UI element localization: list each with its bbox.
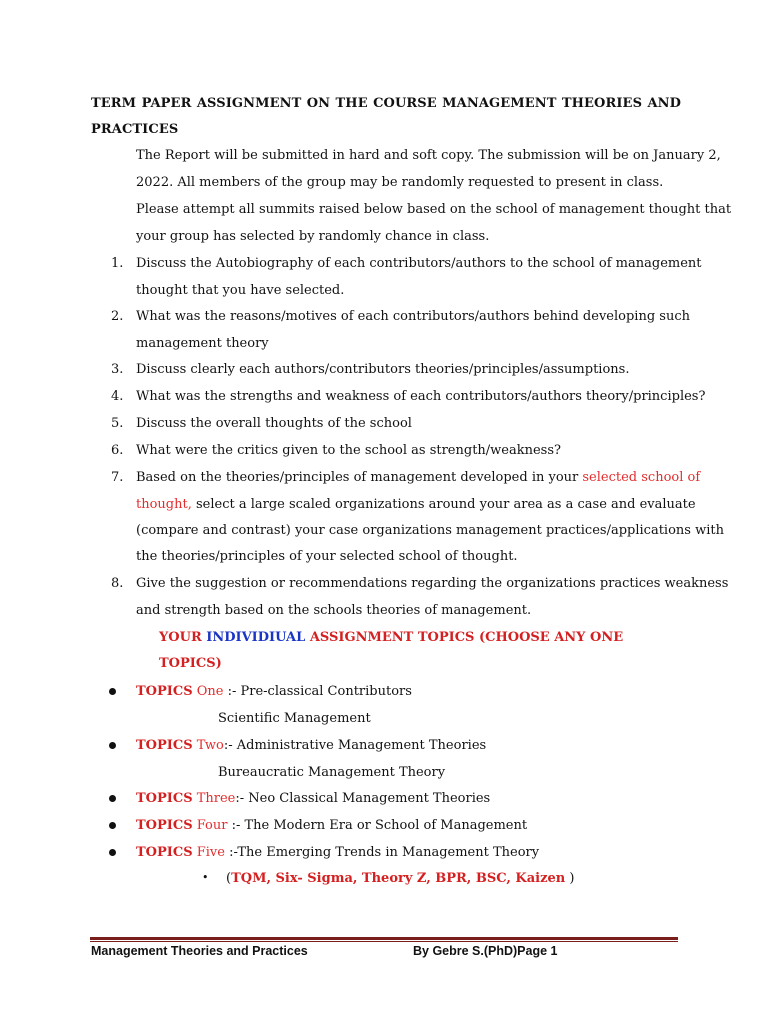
topic-acronyms: TQM, Six- Sigma, Theory Z, BPR, BSC, Kaizen <box>231 871 566 886</box>
sub-bullet-item <box>226 871 574 886</box>
question-line: What was the strengths and weakness of each contributors/authors theory/principles? <box>136 389 706 404</box>
title-line-2: PRACTICES <box>91 122 179 137</box>
heading-text: TOPICS) <box>159 656 222 671</box>
question-line: What were the critics given to the school as strength/weakness? <box>136 443 561 458</box>
question-line <box>136 470 701 485</box>
question-line: and strength based on the schools theories of management. <box>136 603 532 618</box>
topic-number: Five <box>192 845 230 860</box>
list-number: 6. <box>111 443 124 458</box>
question-line: the theories/principles of your selected school of thought. <box>136 549 518 564</box>
heading-text: ASSIGNMENT TOPICS (CHOOSE ANY ONE <box>305 630 624 645</box>
footer-left-text: Management Theories and Practices <box>91 944 308 958</box>
list-number: 3. <box>111 362 124 377</box>
list-number: 8. <box>111 576 124 591</box>
topic-text: :- Pre-classical Contributors <box>227 684 412 699</box>
bullet-icon <box>109 822 116 829</box>
topic-text: :- Administrative Management Theories <box>223 738 487 753</box>
highlighted-text: selected school of <box>582 470 701 485</box>
question-line: Discuss the Autobiography of each contributors/authors to the school of management <box>136 256 702 271</box>
topic-text: :- The Modern Era or School of Management <box>231 818 528 833</box>
topic-label: TOPICS <box>136 845 193 860</box>
bullet-icon <box>109 742 116 749</box>
topic-subitem: Bureaucratic Management Theory <box>218 765 446 780</box>
intro-line: Please attempt all summits raised below based on the school of management thought that <box>136 202 732 217</box>
question-line: Discuss the overall thoughts of the school <box>136 416 412 431</box>
paren-text: ) <box>565 871 575 886</box>
question-text: select a large scaled organizations around your area as a case and evaluate <box>191 497 696 512</box>
topic-number: Three <box>192 791 236 806</box>
question-line: thought that you have selected. <box>136 283 345 298</box>
intro-line: The Report will be submitted in hard and soft copy. The submission will be on January 2, <box>136 148 721 163</box>
question-line: Discuss clearly each authors/contributors theories/principles/assumptions. <box>136 362 630 377</box>
topic-label: TOPICS <box>136 818 193 833</box>
question-text: Based on the theories/principles of management developed in your <box>136 470 583 485</box>
highlighted-text: thought, <box>136 497 192 512</box>
topic-number: Four <box>192 818 232 833</box>
list-number: 4. <box>111 389 124 404</box>
bullet-icon <box>109 688 116 695</box>
list-number: 1. <box>111 256 124 271</box>
footer-divider <box>90 941 678 942</box>
topic-item <box>136 818 527 833</box>
topic-number: One <box>192 684 228 699</box>
footer-divider <box>90 937 678 940</box>
section-heading-line-2 <box>159 656 222 671</box>
question-line <box>136 497 696 512</box>
question-line: (compare and contrast) your case organizations management practices/applications with <box>136 523 724 538</box>
topic-item <box>136 684 412 699</box>
topic-label: TOPICS <box>136 791 193 806</box>
intro-line: 2022. All members of the group may be randomly requested to present in class. <box>136 175 664 190</box>
sub-bullet-icon: • <box>202 871 209 884</box>
topic-label: TOPICS <box>136 738 193 753</box>
topic-label: TOPICS <box>136 684 193 699</box>
list-number: 2. <box>111 309 124 324</box>
heading-emphasis: INDIVIDIUAL <box>206 630 306 645</box>
question-line: management theory <box>136 336 269 351</box>
title-line-1: TERM PAPER ASSIGNMENT ON THE COURSE MANAGEMENT THEORIES AND <box>91 96 681 111</box>
footer-right-text: By Gebre S.(PhD)Page 1 <box>413 944 558 958</box>
heading-text: YOUR <box>159 630 207 645</box>
question-line: Give the suggestion or recommendations regarding the organizations practices weakness <box>136 576 729 591</box>
list-number: 5. <box>111 416 124 431</box>
bullet-icon <box>109 795 116 802</box>
topic-text: :-The Emerging Trends in Management Theory <box>229 845 540 860</box>
section-heading <box>159 630 623 645</box>
topic-text: :- Neo Classical Management Theories <box>235 791 491 806</box>
topic-item <box>136 791 490 806</box>
topic-item <box>136 845 539 860</box>
topic-item <box>136 738 486 753</box>
question-line: What was the reasons/motives of each contributors/authors behind developing such <box>136 309 690 324</box>
topic-number: Two <box>192 738 224 753</box>
topic-subitem: Scientific Management <box>218 711 371 726</box>
intro-line: your group has selected by randomly chance in class. <box>136 229 490 244</box>
list-number: 7. <box>111 470 124 485</box>
paren-text: ( <box>226 871 232 886</box>
bullet-icon <box>109 849 116 856</box>
